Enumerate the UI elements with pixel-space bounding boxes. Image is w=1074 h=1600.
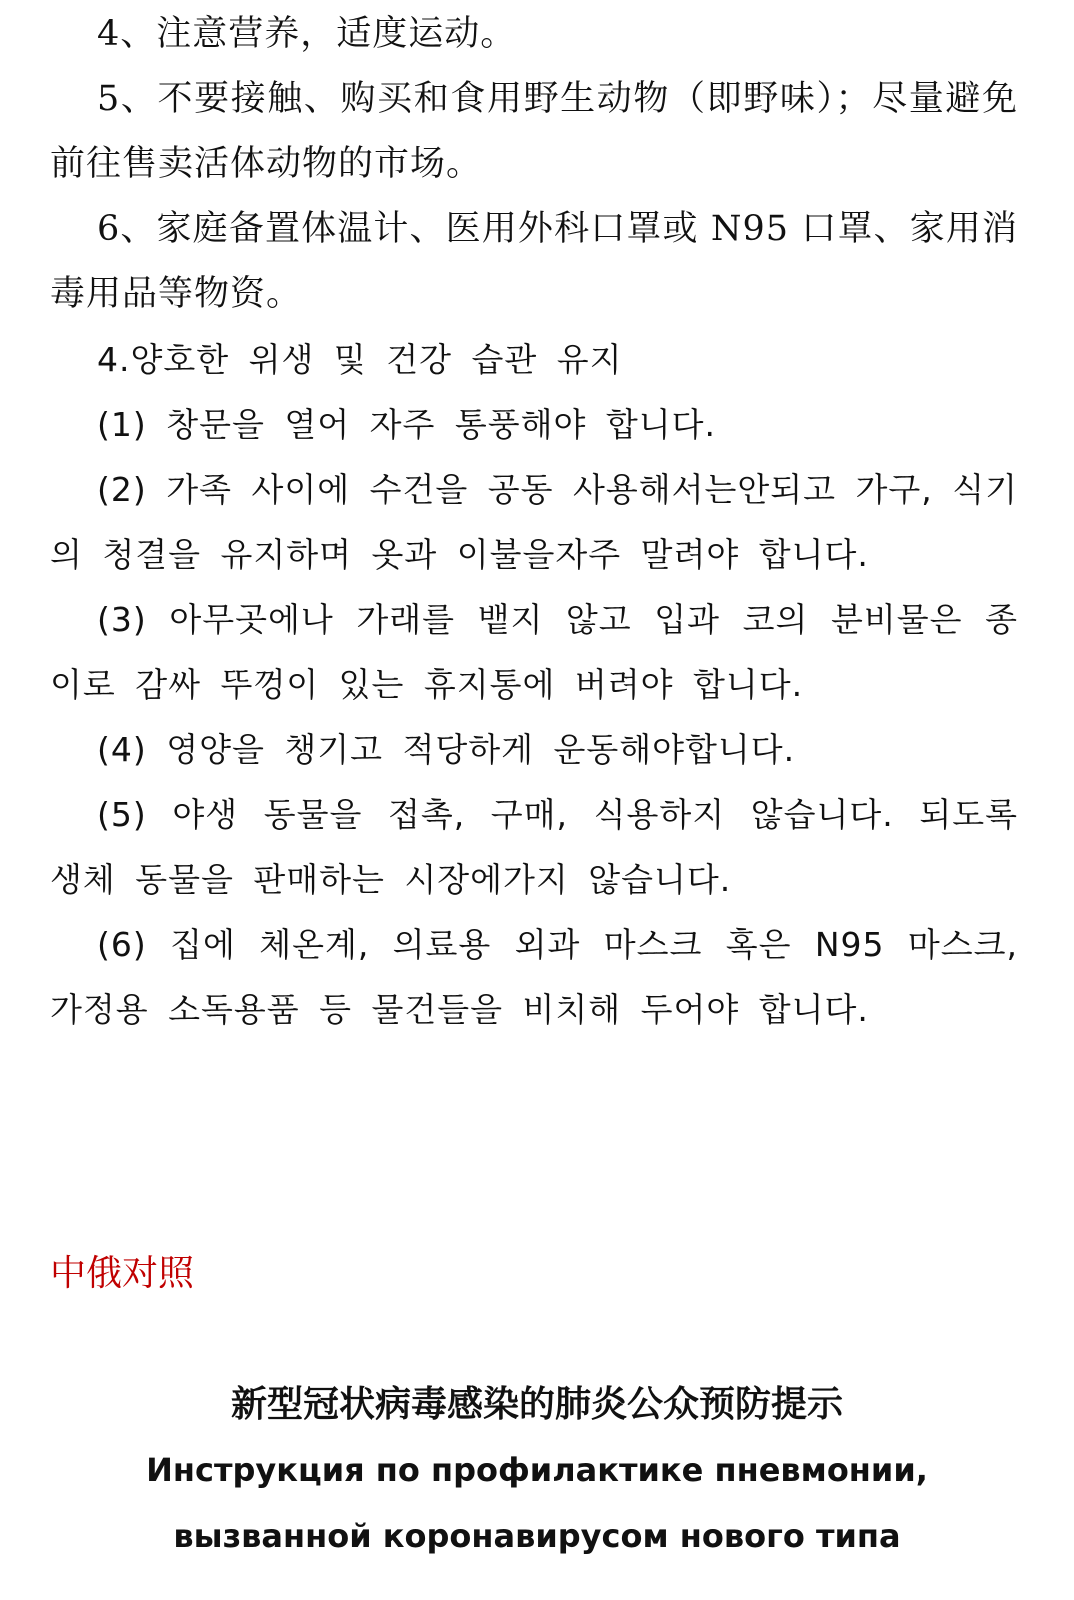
korean-item-1: (1) 창문을 열어 자주 통풍해야 합니다. <box>97 405 716 444</box>
chinese-item-6: 6、家庭备置体温计、医用外科口罩或 N95 口罩、家用消毒用品等物资。 <box>50 209 1018 314</box>
chinese-item-4: 4、注意营养，适度运动。 <box>97 14 517 54</box>
korean-item-6: (6) 집에 체온계, 의료용 외과 마스크 혹은 N95 마스크, 가정용 소독용품 등 물건들을 비치해 두어야 합니다. <box>50 925 1018 1029</box>
chinese-item-5: 5、不要接触、购买和食用野生动物（即野味）；尽量避免前往售卖活体动物的市场。 <box>50 79 1018 184</box>
korean-item-5: (5) 야생 동물을 접촉, 구매, 식용하지 않습니다. 되도록 생체 동물을 판매하는 시장에가지 않습니다. <box>50 795 1018 899</box>
korean-item-3: (3) 아무곳에나 가래를 뱉지 않고 입과 코의 분비물은 종이로 감싸 뚜껑이 있는 휴지통에 버려야 합니다. <box>50 600 1018 704</box>
document-body <box>50 0 1018 1042</box>
document-title-russian-line2: вызванной коронавирусом нового типа <box>173 1517 901 1555</box>
section-label: 中俄对照 <box>50 1253 195 1294</box>
korean-item-2: (2) 가족 사이에 수건을 공동 사용해서는안되고 가구, 식기의 청결을 유지하며 옷과 이불을자주 말려야 합니다. <box>50 470 1018 574</box>
document-title-russian-line1: Инструкция по профилактике пневмонии, <box>146 1451 928 1489</box>
korean-section-heading: 4.양호한 위생 및 건강 습관 유지 <box>97 340 623 379</box>
document-title-chinese: 新型冠状病毒感染的肺炎公众预防提示 <box>230 1383 843 1425</box>
korean-item-4: (4) 영양을 챙기고 적당하게 운동해야합니다. <box>97 730 796 769</box>
